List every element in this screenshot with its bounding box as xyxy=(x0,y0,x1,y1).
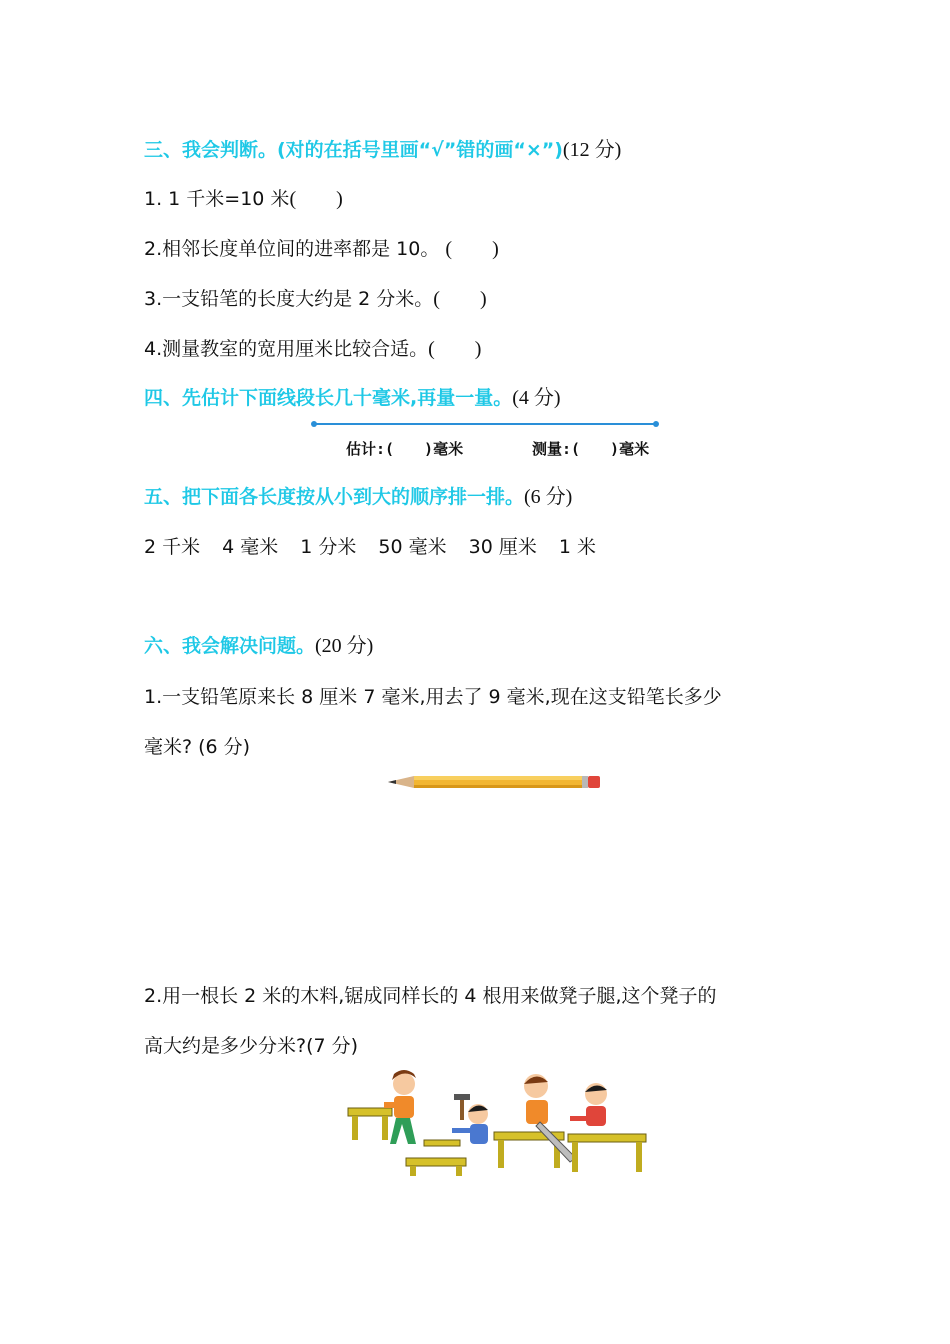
section4-score: (4 分) xyxy=(512,387,561,409)
estimate-label[interactable]: 估计:( )毫米 xyxy=(346,440,464,458)
question-text: 3.一支铅笔的长度大约是 2 分米。 xyxy=(144,288,434,310)
length-item: 1 分米 xyxy=(300,536,357,558)
section5-score: (6 分) xyxy=(524,486,573,508)
question-6-2-line1: 2.用一根长 2 米的木料,锯成同样长的 4 根用来做凳子腿,这个凳子的 xyxy=(144,985,717,1007)
question-text: 4.测量教室的宽用厘米比较合适。 xyxy=(144,338,429,360)
section5-title xyxy=(144,485,572,509)
question-6-2-line2: 高大约是多少分米?(7 分) xyxy=(144,1035,359,1057)
answer-parens[interactable]: ( ) xyxy=(289,188,343,210)
question-6-1-line2: 毫米? (6 分) xyxy=(144,736,251,758)
section4-title xyxy=(144,386,561,410)
answer-parens[interactable]: ( ) xyxy=(428,338,482,360)
answer-parens[interactable]: ( ) xyxy=(433,288,487,310)
question-3-4 xyxy=(144,337,481,361)
pencil-icon xyxy=(388,772,602,792)
section4-heading: 四、先估计下面线段长几十毫米,再量一量。 xyxy=(144,387,513,409)
length-item: 4 毫米 xyxy=(222,536,279,558)
question-6-1-line1: 1.一支铅笔原来长 8 厘米 7 毫米,用去了 9 毫米,现在这支铅笔长多少 xyxy=(144,686,722,708)
section6-score: (20 分) xyxy=(315,635,374,657)
section3-title xyxy=(144,138,621,162)
section6-title xyxy=(144,634,373,658)
length-item: 1 米 xyxy=(558,536,596,558)
length-item: 50 毫米 xyxy=(378,536,447,558)
section3-score: (12 分) xyxy=(562,139,622,161)
section3-heading: 三、我会判断。(对的在括号里画“√”错的画“×”) xyxy=(144,139,563,161)
section6-heading: 六、我会解决问题。 xyxy=(144,635,316,657)
children-making-stools-illustration xyxy=(344,1066,650,1178)
answer-parens[interactable]: ( ) xyxy=(445,238,499,260)
section5-heading: 五、把下面各长度按从小到大的顺序排一排。 xyxy=(144,486,525,508)
length-list xyxy=(144,535,618,559)
line-segment xyxy=(310,417,660,431)
length-item: 30 厘米 xyxy=(468,536,537,558)
question-text: 2.相邻长度单位间的进率都是 10。 xyxy=(144,238,440,260)
measure-label[interactable]: 测量:( )毫米 xyxy=(532,440,650,458)
question-3-1 xyxy=(144,187,343,211)
question-3-2 xyxy=(144,237,499,261)
question-3-3 xyxy=(144,287,487,311)
question-text: 1. 1 千米=10 米 xyxy=(144,188,290,210)
length-item: 2 千米 xyxy=(144,536,201,558)
